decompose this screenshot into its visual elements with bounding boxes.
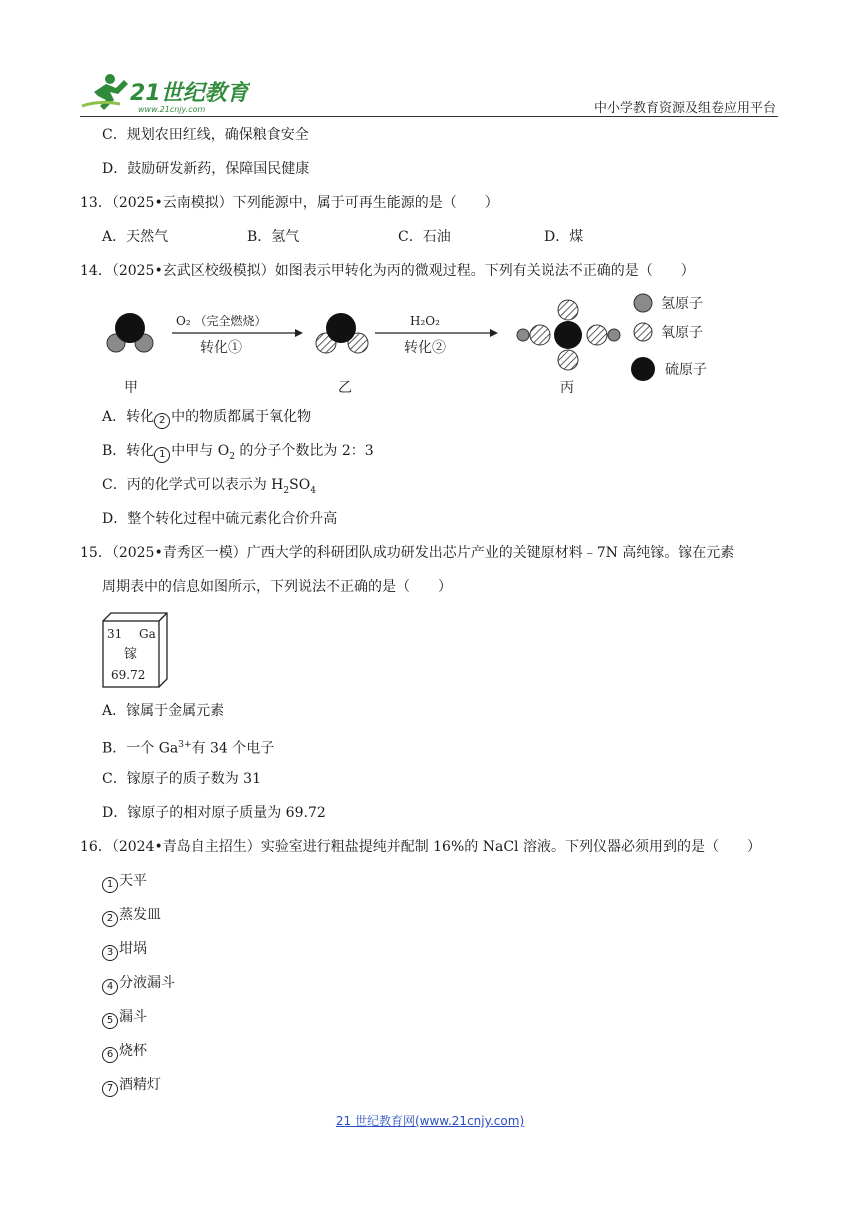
legend-sulfur: 硫原子 xyxy=(665,362,707,378)
header-divider xyxy=(80,116,778,117)
q15-option-c: C．镓原子的质子数为 31 xyxy=(102,771,261,787)
site-logo[interactable] xyxy=(80,70,250,114)
hydrogen-atom xyxy=(517,329,529,341)
q16-item: 7 酒精灯 xyxy=(102,1076,161,1097)
sulfur-legend-icon xyxy=(631,357,655,381)
arrow1-label: 转化① xyxy=(200,340,242,356)
sulfur-atom xyxy=(115,313,145,343)
q15-option-a: A．镓属于金属元素 xyxy=(102,703,225,719)
legend-hydrogen: 氢原子 xyxy=(661,296,703,312)
gallium-element-card xyxy=(102,612,170,694)
element-name: 镓 xyxy=(124,647,138,662)
oxygen-atom xyxy=(558,350,578,370)
q16-item: 6 烧杯 xyxy=(102,1042,147,1063)
q13-option-c: C．石油 xyxy=(398,229,451,245)
circled-number: 5 xyxy=(102,1013,118,1029)
arrow-head-icon xyxy=(490,329,498,337)
label-yi: 乙 xyxy=(338,380,352,396)
atomic-mass: 69.72 xyxy=(111,668,146,682)
hydrogen-legend-icon xyxy=(634,294,652,312)
q13-stem: 13．（2025•云南模拟）下列能源中，属于可再生能源的是（ ） xyxy=(80,195,499,211)
footer-link[interactable]: 21 世纪教育网(www.21cnjy.com) xyxy=(335,1114,525,1128)
q15-option-d: D．镓原子的相对原子质量为 69.72 xyxy=(102,805,326,821)
q13-option-d: D．煤 xyxy=(544,229,584,245)
logo-url-text: www.21cnjy.com xyxy=(138,105,206,114)
oxygen-atom xyxy=(587,325,607,345)
arrow1-condition: O₂ （完全燃烧） xyxy=(176,314,267,328)
q15-stem-line1: 15．（2025•青秀区一模）广西大学的科研团队成功研发出芯片产业的关键原材料﹣7N 高纯镓。镓在元素 xyxy=(80,545,735,561)
circled-number: 1 xyxy=(154,447,170,463)
q16-stem: 16．（2024•青岛自主招生）实验室进行粗盐提纯并配制 16%的 NaCl 溶液。下列仪器必须用到的是（ ） xyxy=(80,839,761,855)
q15-stem-line2: 周期表中的信息如图所示，下列说法不正确的是（ ） xyxy=(102,579,452,595)
q16-item: 2 蒸发皿 xyxy=(102,906,161,927)
sulfur-atom xyxy=(326,313,356,343)
oxygen-atom xyxy=(558,300,578,320)
molecule-yi xyxy=(316,313,368,353)
q16-item: 5 漏斗 xyxy=(102,1008,147,1029)
label-jia: 甲 xyxy=(124,380,138,396)
q14-option-b: B．转化 1 中甲与 $O_2$ 的分子个数比为 2：3 xyxy=(102,443,374,462)
q14-option-c: C．丙的化学式可以表示为 $H_2SO_4$ xyxy=(102,477,316,496)
q16-item: 1 天平 xyxy=(102,872,147,893)
q15-option-b: B．一个 $Ga^{3+}$有 34 个电子 xyxy=(102,740,275,757)
q12-option-d: D．鼓励研发新药，保障国民健康 xyxy=(102,161,310,177)
arrow2-label: 转化② xyxy=(404,340,446,356)
circled-number: 3 xyxy=(102,945,118,961)
circled-number: 7 xyxy=(102,1081,118,1097)
logo-text: 21世纪教育 xyxy=(130,81,249,106)
oxygen-atom xyxy=(530,325,550,345)
circled-number: 2 xyxy=(154,413,170,429)
circled-number: 1 xyxy=(102,877,118,893)
circled-number: 6 xyxy=(102,1047,118,1063)
q13-option-a: A．天然气 xyxy=(102,229,169,245)
q12-option-c: C．规划农田红线，确保粮食安全 xyxy=(102,127,309,143)
molecule-bing xyxy=(517,300,620,370)
molecule-jia xyxy=(107,313,153,352)
q14-option-d: D．整个转化过程中硫元素化合价升高 xyxy=(102,511,338,527)
q14-stem: 14．（2025•玄武区校级模拟）如图表示甲转化为丙的微观过程。下列有关说法不正确的是（ ） xyxy=(80,263,695,279)
q14-option-a: A．转化 2 中的物质都属于氧化物 xyxy=(102,408,311,429)
q14-molecule-diagram xyxy=(100,288,730,404)
arrow2-condition: H₂O₂ xyxy=(410,314,440,328)
legend-oxygen: 氧原子 xyxy=(661,325,703,341)
q13-option-b: B．氢气 xyxy=(247,229,300,245)
arrow-head-icon xyxy=(295,329,303,337)
runner-logo-icon xyxy=(80,70,250,114)
q16-item: 4 分液漏斗 xyxy=(102,974,175,995)
q16-item: 3 坩埚 xyxy=(102,940,147,961)
label-bing: 丙 xyxy=(560,380,574,396)
element-symbol: Ga xyxy=(139,627,156,641)
legend xyxy=(631,294,707,381)
circled-number: 4 xyxy=(102,979,118,995)
hydrogen-atom xyxy=(608,329,620,341)
platform-title: 中小学教育资源及组卷应用平台 xyxy=(593,101,776,116)
circled-number: 2 xyxy=(102,911,118,927)
sulfur-atom xyxy=(554,321,582,349)
atomic-number: 31 xyxy=(107,627,123,641)
oxygen-legend-icon xyxy=(634,323,652,341)
